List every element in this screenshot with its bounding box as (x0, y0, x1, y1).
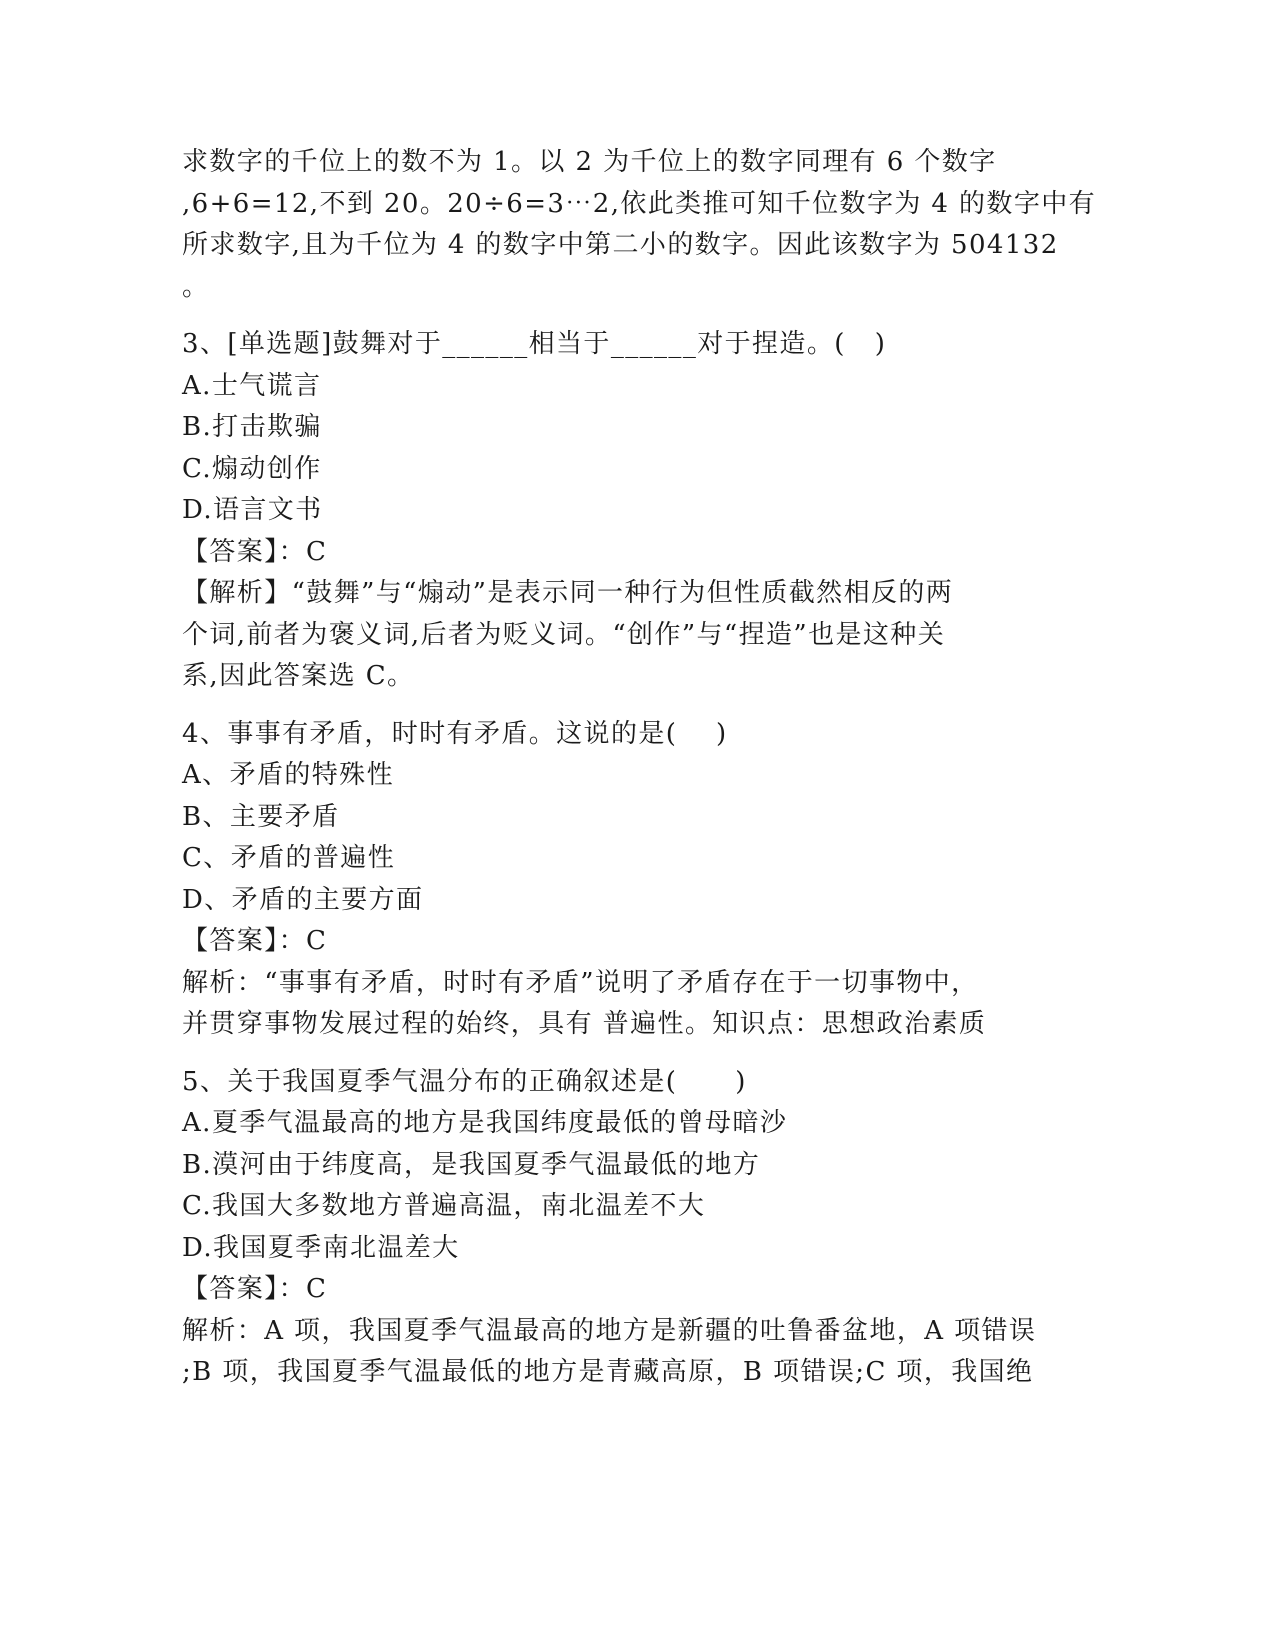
option-b: B.漠河由于纬度高，是我国夏季气温最低的地方 (182, 1149, 761, 1180)
analysis-line: 个词,前者为褒义词,后者为贬义词。“创作”与“捏造”也是这种关 (182, 619, 946, 650)
option-d: D、矛盾的主要方面 (182, 884, 424, 915)
spacer (182, 308, 1042, 324)
question-3 (182, 324, 1042, 698)
document-body (182, 142, 1097, 1394)
answer-line: 【答案】：C (182, 926, 328, 956)
option-c: C、矛盾的普遍性 (182, 843, 396, 873)
question-5 (182, 1062, 1042, 1394)
option-d: D.我国夏季南北温差大 (182, 1232, 460, 1263)
analysis-line: ;B 项，我国夏季气温最低的地方是青藏高原，B 项错误;C 项，我国绝 (182, 1357, 1034, 1387)
option-b: B.打击欺骗 (182, 412, 322, 442)
question-stem: 4、事事有矛盾，时时有矛盾。这说的是( ) (182, 718, 728, 749)
spacer (182, 1046, 1042, 1062)
answer-line: 【答案】：C (182, 536, 328, 567)
option-a: A、矛盾的特殊性 (182, 760, 394, 790)
option-c: C.煽动创作 (182, 453, 322, 484)
option-b: B、主要矛盾 (182, 801, 340, 832)
text-line: ,6+6=12,不到 20。20÷6=3⋯2,依此类推可知千位数字为 4 的数字中有 (182, 188, 1097, 219)
previous-analysis-continuation (182, 142, 1097, 308)
answer-line: 【答案】：C (182, 1274, 328, 1304)
question-stem: 5、关于我国夏季气温分布的正确叙述是( ) (182, 1066, 747, 1097)
option-d: D.语言文书 (182, 495, 323, 525)
analysis-line: 解析：“事事有矛盾，时时有矛盾”说明了矛盾存在于一切事物中， (182, 967, 979, 998)
analysis-line: 解析：A 项，我国夏季气温最高的地方是新疆的吐鲁番盆地，A 项错误 (182, 1315, 1037, 1346)
text-line: 。 (182, 271, 210, 302)
question-stem: 3、[单选题]鼓舞对于______相当于______对于捏造。( ) (182, 329, 887, 359)
option-a: A.士气谎言 (182, 370, 322, 401)
option-c: C.我国大多数地方普遍高温，南北温差不大 (182, 1191, 706, 1221)
option-a: A.夏季气温最高的地方是我国纬度最低的曾母暗沙 (182, 1108, 788, 1138)
analysis-line: 【解析】“鼓舞”与“煽动”是表示同一种行为但性质截然相反的两 (182, 578, 954, 608)
analysis-line: 并贯穿事物发展过程的始终，具有 普遍性。知识点：思想政治素质 (182, 1009, 987, 1039)
question-4 (182, 714, 1042, 1046)
text-line: 求数字的千位上的数不为 1。以 2 为千位上的数字同理有 6 个数字 (182, 147, 997, 177)
analysis-line: 系,因此答案选 C。 (182, 661, 415, 691)
text-line: 所求数字,且为千位为 4 的数字中第二小的数字。因此该数字为 504132 (182, 230, 1059, 260)
spacer (182, 698, 1042, 714)
